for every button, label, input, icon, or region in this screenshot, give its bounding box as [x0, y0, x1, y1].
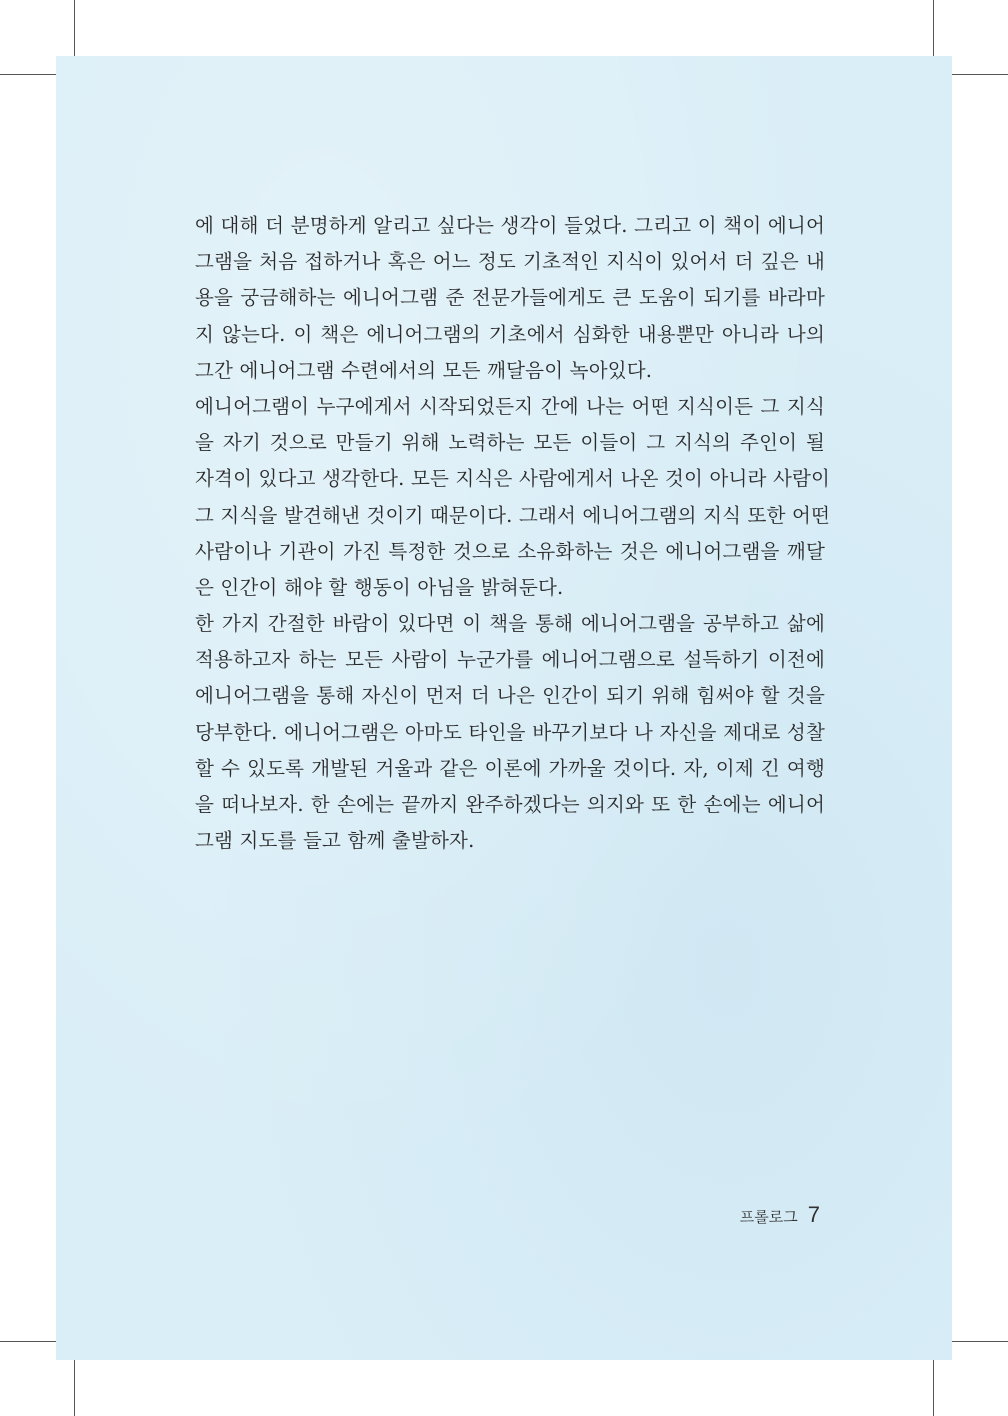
- text-line: 그 지식을 발견해낸 것이기 때문이다. 그래서 에니어그램의 지식 또한 어떤: [195, 503, 831, 527]
- page-footer: [700, 1202, 820, 1242]
- text-line: 지 않는다. 이 책은 에니어그램의 기초에서 심화한 내용뿐만 아니라 나의: [195, 322, 825, 346]
- crop-mark-bottom-left-vertical: [74, 1360, 75, 1416]
- body-text: [195, 208, 831, 859]
- text-line: 은 인간이 해야 할 행동이 아님을 밝혀둔다.: [195, 575, 564, 599]
- section-title: 프롤로그: [739, 1208, 798, 1226]
- page-number: 7: [807, 1202, 820, 1227]
- text-line: 한 가지 간절한 바람이 있다면 이 책을 통해 에니어그램을 공부하고 삶에: [195, 612, 825, 636]
- crop-mark-bottom-right-vertical: [933, 1360, 934, 1416]
- text-line: 적용하고자 하는 모든 사람이 누군가를 에니어그램으로 설득하기 이전에: [195, 648, 825, 672]
- crop-mark-top-left-vertical: [74, 0, 75, 56]
- text-line: 사람이나 기관이 가진 특정한 것으로 소유화하는 것은 에니어그램을 깨달: [195, 539, 825, 563]
- crop-mark-top-right-vertical: [933, 0, 934, 56]
- text-line: 당부한다. 에니어그램은 아마도 타인을 바꾸기보다 나 자신을 제대로 성찰: [195, 720, 825, 744]
- text-line: 을 떠나보자. 한 손에는 끝까지 완주하겠다는 의지와 또 한 손에는 에니어: [195, 793, 825, 816]
- text-line: 그램을 처음 접하거나 혹은 어느 정도 기초적인 지식이 있어서 더 깊은 내: [195, 250, 825, 274]
- crop-mark-top-left-horizontal: [0, 74, 56, 75]
- text-line: 그간 에니어그램 수련에서의 모든 깨달음이 녹아있다.: [195, 358, 653, 382]
- crop-mark-top-right-horizontal: [952, 74, 1008, 75]
- text-line: 용을 궁금해하는 에니어그램 준 전문가들에게도 큰 도움이 되기를 바라마: [195, 286, 825, 310]
- text-line: 을 자기 것으로 만들기 위해 노력하는 모든 이들이 그 지식의 주인이 될: [195, 431, 825, 455]
- text-line: 할 수 있도록 개발된 거울과 같은 이론에 가까울 것이다. 자, 이제 긴 여행: [195, 756, 825, 780]
- text-line: 자격이 있다고 생각한다. 모든 지식은 사람에게서 나온 것이 아니라 사람이: [195, 467, 831, 491]
- text-line: 에니어그램이 누구에게서 시작되었든지 간에 나는 어떤 지식이든 그 지식: [195, 394, 825, 418]
- crop-mark-bottom-right-horizontal: [952, 1341, 1008, 1342]
- crop-mark-bottom-left-horizontal: [0, 1341, 56, 1342]
- text-line: 그램 지도를 들고 함께 출발하자.: [195, 829, 475, 853]
- text-line: 에니어그램을 통해 자신이 먼저 더 나은 인간이 되기 위해 힘써야 할 것을: [195, 684, 825, 708]
- text-line: 에 대해 더 분명하게 알리고 싶다는 생각이 들었다. 그리고 이 책이 에니어: [195, 214, 825, 237]
